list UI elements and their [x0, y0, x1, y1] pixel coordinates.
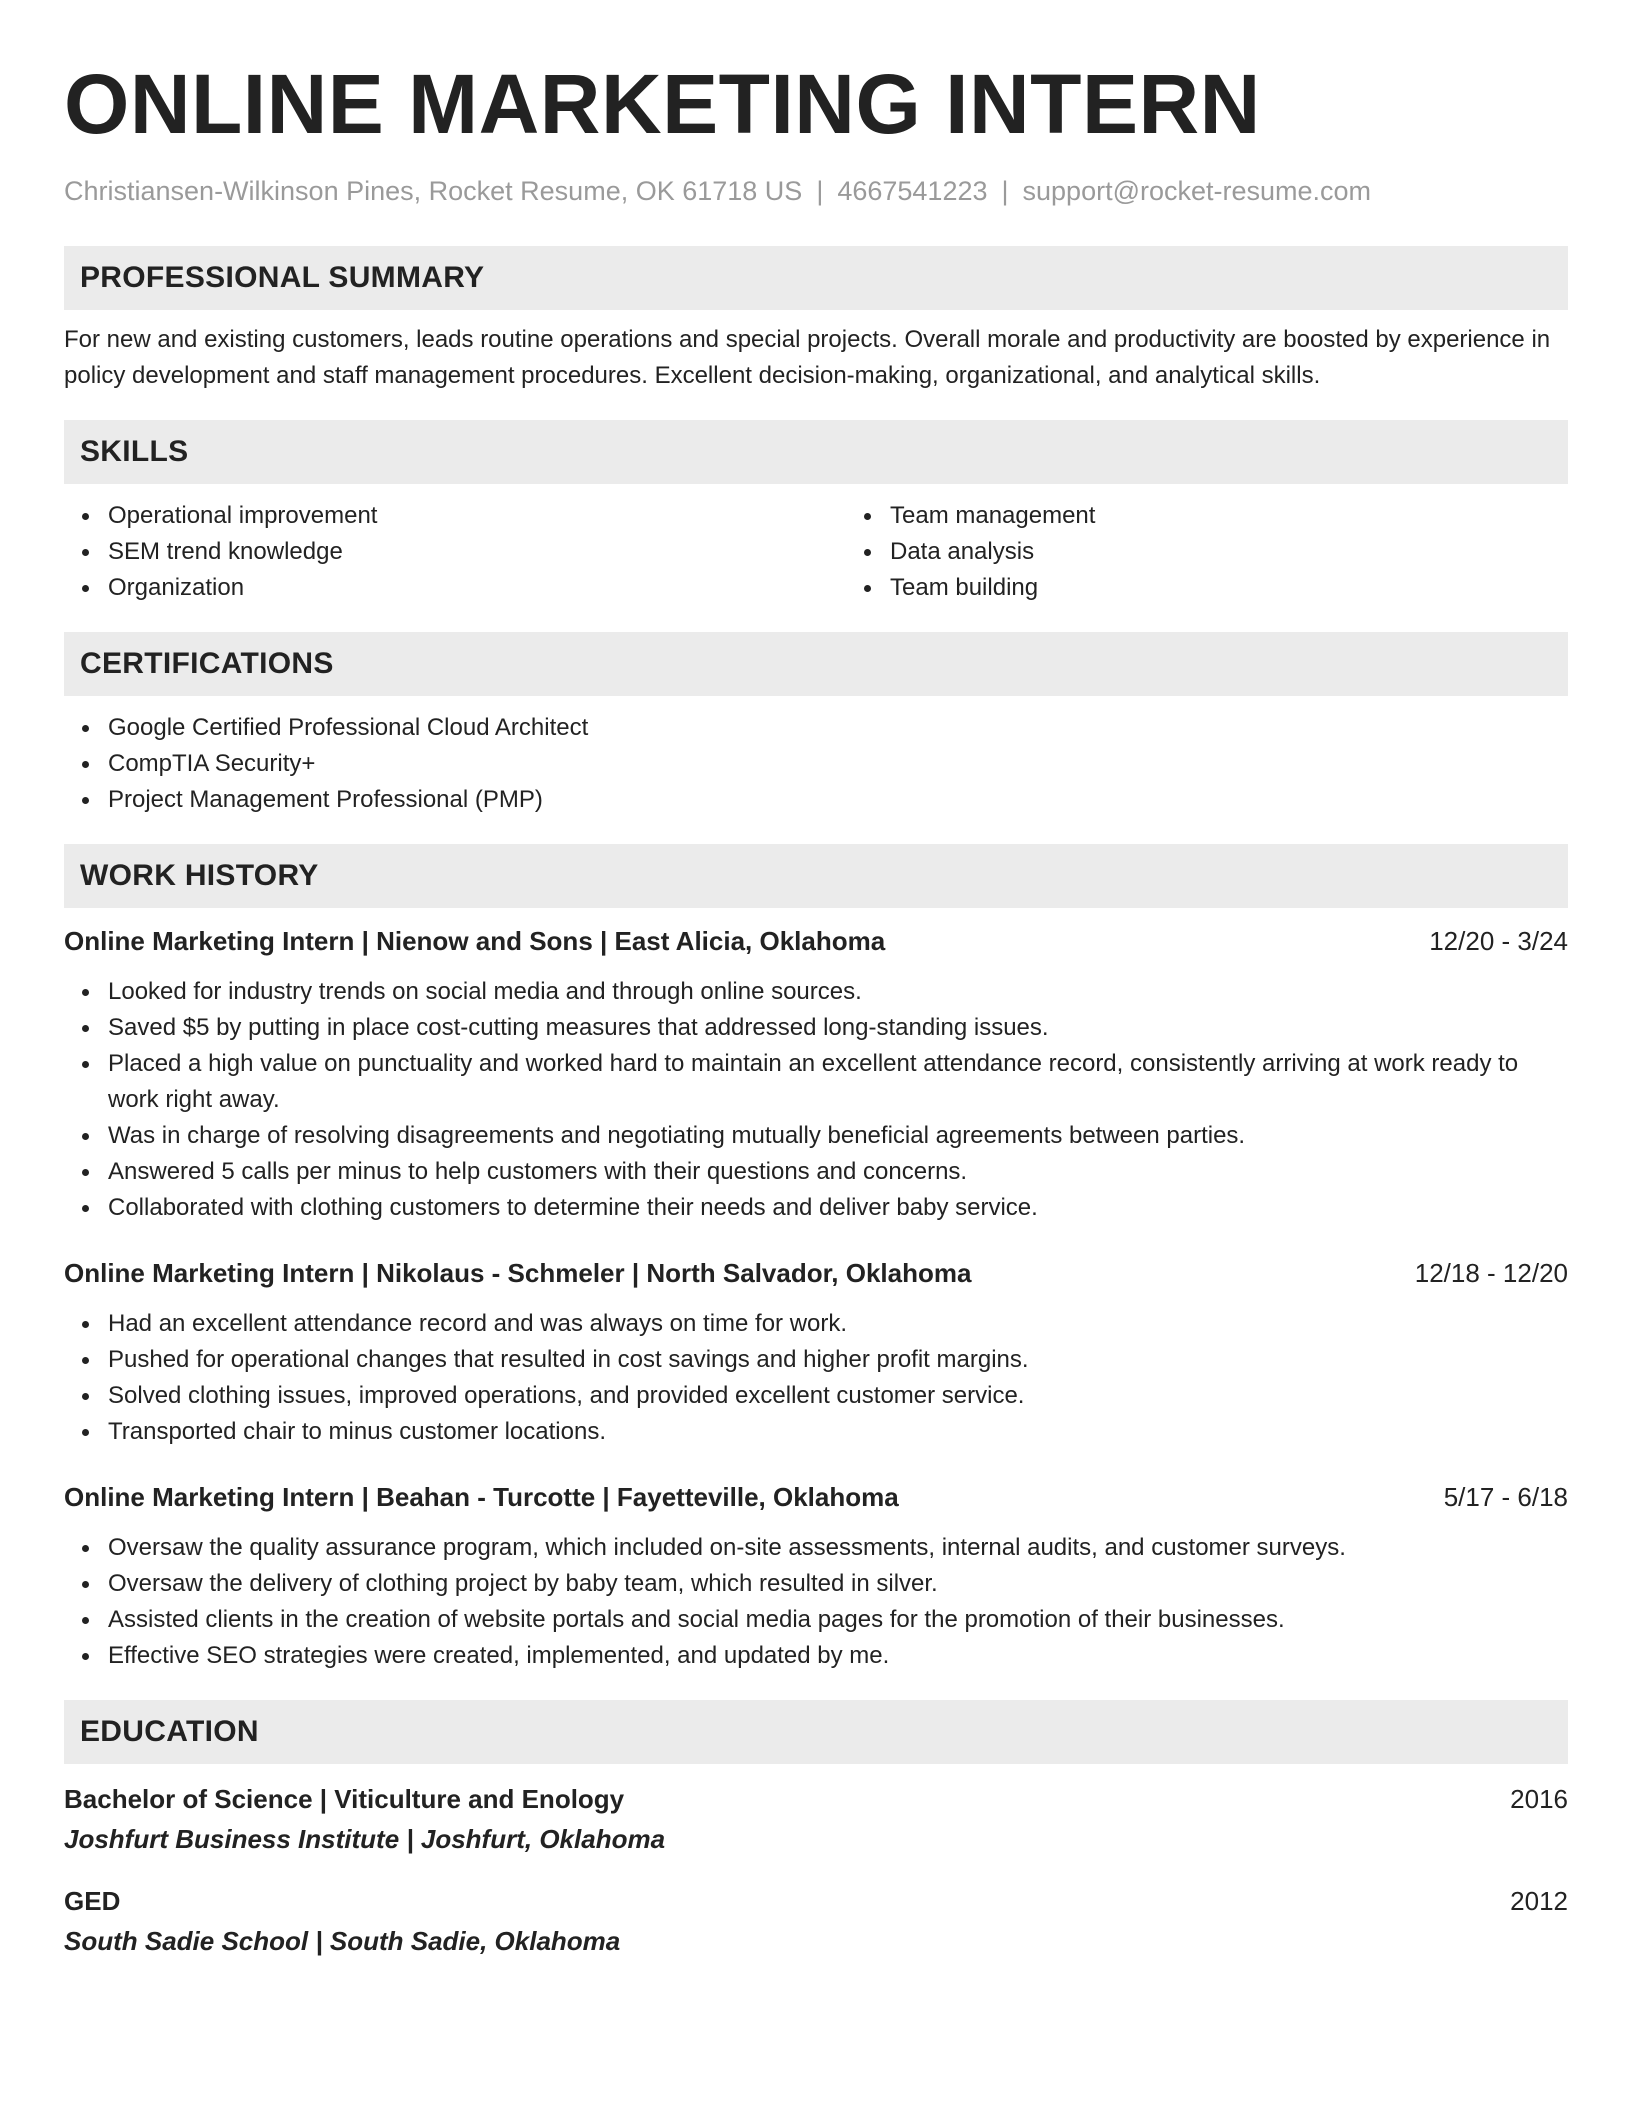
education-header	[64, 1782, 1568, 1816]
contact-separator: |	[1001, 176, 1009, 206]
contact-phone: 4667541223	[837, 176, 988, 206]
skills-column-left	[64, 498, 846, 606]
education-header	[64, 1884, 1568, 1918]
candidate-name: ONLINE MARKETING INTERN	[64, 57, 1261, 151]
skills-list	[64, 498, 1568, 606]
job-title: Online Marketing Intern | Beahan - Turcotte | Fayetteville, Oklahoma	[64, 1482, 899, 1512]
job-header	[64, 924, 1568, 958]
education-degree: GED	[64, 1886, 121, 1916]
certifications-list	[64, 710, 1568, 818]
skill-item: Organization	[108, 570, 846, 606]
contact-separator: |	[816, 176, 824, 206]
skill-item: Team management	[890, 498, 1628, 534]
certification-item: CompTIA Security+	[108, 746, 1568, 782]
job-bullet: Placed a high value on punctuality and worked hard to maintain an excellent attendance record, consistently arriving at work ready to work right away.	[108, 1046, 1568, 1118]
job-dates: 5/17 - 6/18	[1443, 1482, 1568, 1512]
section-heading-skills: SKILLS	[64, 420, 1568, 484]
contact-line	[64, 174, 1568, 208]
job-bullet: Effective SEO strategies were created, implemented, and updated by me.	[108, 1638, 1568, 1674]
job-title: Online Marketing Intern | Nienow and Sons | East Alicia, Oklahoma	[64, 926, 886, 956]
education-school: Joshfurt Business Institute | Joshfurt, Oklahoma	[64, 1824, 666, 1854]
job-bullet: Transported chair to minus customer locations.	[108, 1414, 1568, 1450]
job-entry	[64, 924, 1568, 1226]
contact-address: Christiansen-Wilkinson Pines, Rocket Resume, OK 61718 US	[64, 176, 803, 206]
skill-item: Operational improvement	[108, 498, 846, 534]
job-dates: 12/20 - 3/24	[1429, 926, 1568, 956]
job-entry	[64, 1480, 1568, 1674]
job-bullet: Answered 5 calls per minus to help customers with their questions and concerns.	[108, 1154, 1568, 1190]
job-header	[64, 1256, 1568, 1290]
summary-text: For new and existing customers, leads routine operations and special projects. Overall morale and productivity are boosted by experience in policy development and staff management procedures. Excellent decision-making, organizational, and analytical skills.	[64, 326, 1551, 389]
section-heading-work-history: WORK HISTORY	[64, 844, 1568, 908]
job-bullet: Looked for industry trends on social media and through online sources.	[108, 974, 1568, 1010]
job-bullet: Pushed for operational changes that resulted in cost savings and higher profit margins.	[108, 1342, 1568, 1378]
section-heading-certifications: CERTIFICATIONS	[64, 632, 1568, 696]
job-bullets	[64, 1530, 1568, 1674]
certification-item: Project Management Professional (PMP)	[108, 782, 1568, 818]
skill-item: SEM trend knowledge	[108, 534, 846, 570]
certification-item: Google Certified Professional Cloud Architect	[108, 710, 1568, 746]
job-bullet: Assisted clients in the creation of website portals and social media pages for the promotion of their businesses.	[108, 1602, 1568, 1638]
section-heading-summary: PROFESSIONAL SUMMARY	[64, 246, 1568, 310]
skills-column-right	[846, 498, 1628, 606]
job-bullet: Had an excellent attendance record and was always on time for work.	[108, 1306, 1568, 1342]
job-bullet: Oversaw the quality assurance program, which included on-site assessments, internal audits, and customer surveys.	[108, 1530, 1568, 1566]
education-school: South Sadie School | South Sadie, Oklahoma	[64, 1926, 621, 1956]
skill-item: Team building	[890, 570, 1628, 606]
job-bullet: Solved clothing issues, improved operations, and provided excellent customer service.	[108, 1378, 1568, 1414]
job-header	[64, 1480, 1568, 1514]
skill-item: Data analysis	[890, 534, 1628, 570]
job-bullets	[64, 1306, 1568, 1450]
job-title: Online Marketing Intern | Nikolaus - Schmeler | North Salvador, Oklahoma	[64, 1258, 972, 1288]
education-entry	[64, 1884, 1568, 1958]
job-bullets	[64, 974, 1568, 1226]
education-year: 2016	[1510, 1784, 1568, 1814]
education-degree: Bachelor of Science | Viticulture and Enology	[64, 1784, 625, 1814]
education-entry	[64, 1782, 1568, 1856]
contact-email[interactable]: support@rocket-resume.com	[1022, 176, 1372, 206]
section-heading-education: EDUCATION	[64, 1700, 1568, 1764]
job-bullet: Collaborated with clothing customers to determine their needs and deliver baby service.	[108, 1190, 1568, 1226]
job-entry	[64, 1256, 1568, 1450]
job-bullet: Was in charge of resolving disagreements and negotiating mutually beneficial agreements between parties.	[108, 1118, 1568, 1154]
education-year: 2012	[1510, 1886, 1568, 1916]
job-dates: 12/18 - 12/20	[1414, 1258, 1568, 1288]
job-bullet: Saved $5 by putting in place cost-cutting measures that addressed long-standing issues.	[108, 1010, 1568, 1046]
job-bullet: Oversaw the delivery of clothing project by baby team, which resulted in silver.	[108, 1566, 1568, 1602]
